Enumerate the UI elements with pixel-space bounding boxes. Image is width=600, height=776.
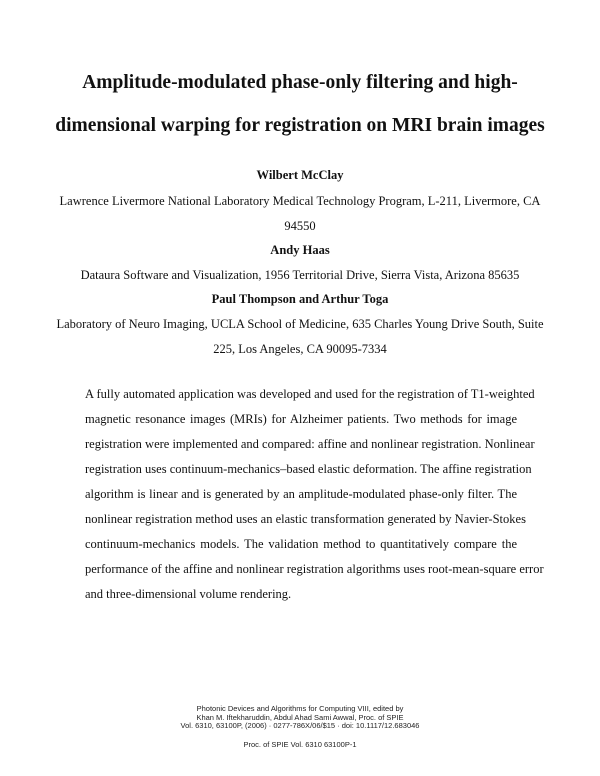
citation-footer [0, 705, 600, 731]
abstract-line: registration were implemented and compared: affine and nonlinear registration. Nonlinear [85, 437, 535, 451]
author-affiliation: 94550 [284, 219, 316, 233]
abstract-line: nonlinear registration method uses an elastic transformation generated by Navier-Stokes [85, 512, 526, 526]
abstract-line: algorithm is linear and is generated by an amplitude-modulated phase-only filter. The [85, 487, 517, 501]
author-affiliation: Dataura Software and Visualization, 1956 Territorial Drive, Sierra Vista, Arizona 85635 [80, 268, 520, 282]
abstract-line: A fully automated application was developed and used for the registration of T1-weighted [85, 387, 535, 401]
author-name: Paul Thompson and Arthur Toga [211, 292, 389, 306]
author-name: Andy Haas [270, 243, 330, 257]
abstract-line: performance of the affine and nonlinear registration algorithms uses root-mean-square error [85, 562, 544, 576]
author-affiliation: Lawrence Livermore National Laboratory Medical Technology Program, L-211, Livermore, CA [59, 194, 541, 208]
title-line: dimensional warping for registration on MRI brain images [55, 115, 545, 136]
title-line: Amplitude-modulated phase-only filtering and high- [82, 72, 518, 93]
abstract-line: continuum-mechanics models. The validation method to quantitatively compare the [85, 537, 517, 551]
citation-line: Khan M. Iftekharuddin, Abdul Ahad Sami Awwal, Proc. of SPIE [196, 712, 404, 722]
citation-line: Vol. 6310, 63100P, (2006) · 0277-786X/06/$15 · doi: 10.1117/12.683046 [180, 721, 420, 730]
page-identifier: Proc. of SPIE Vol. 6310 63100P-1 [243, 740, 357, 749]
abstract-line: and three-dimensional volume rendering. [85, 587, 292, 601]
citation-line: Photonic Devices and Algorithms for Computing VIII, edited by [196, 704, 404, 713]
author-affiliation: 225, Los Angeles, CA 90095-7334 [213, 342, 387, 356]
abstract-line: magnetic resonance images (MRIs) for Alzheimer patients. Two methods for image [85, 412, 517, 426]
abstract-line: registration uses continuum-mechanics–based elastic deformation. The affine registration [85, 462, 532, 476]
author-affiliation: Laboratory of Neuro Imaging, UCLA School of Medicine, 635 Charles Young Drive South, Suite [56, 317, 544, 331]
author-name: Wilbert McClay [256, 168, 344, 182]
